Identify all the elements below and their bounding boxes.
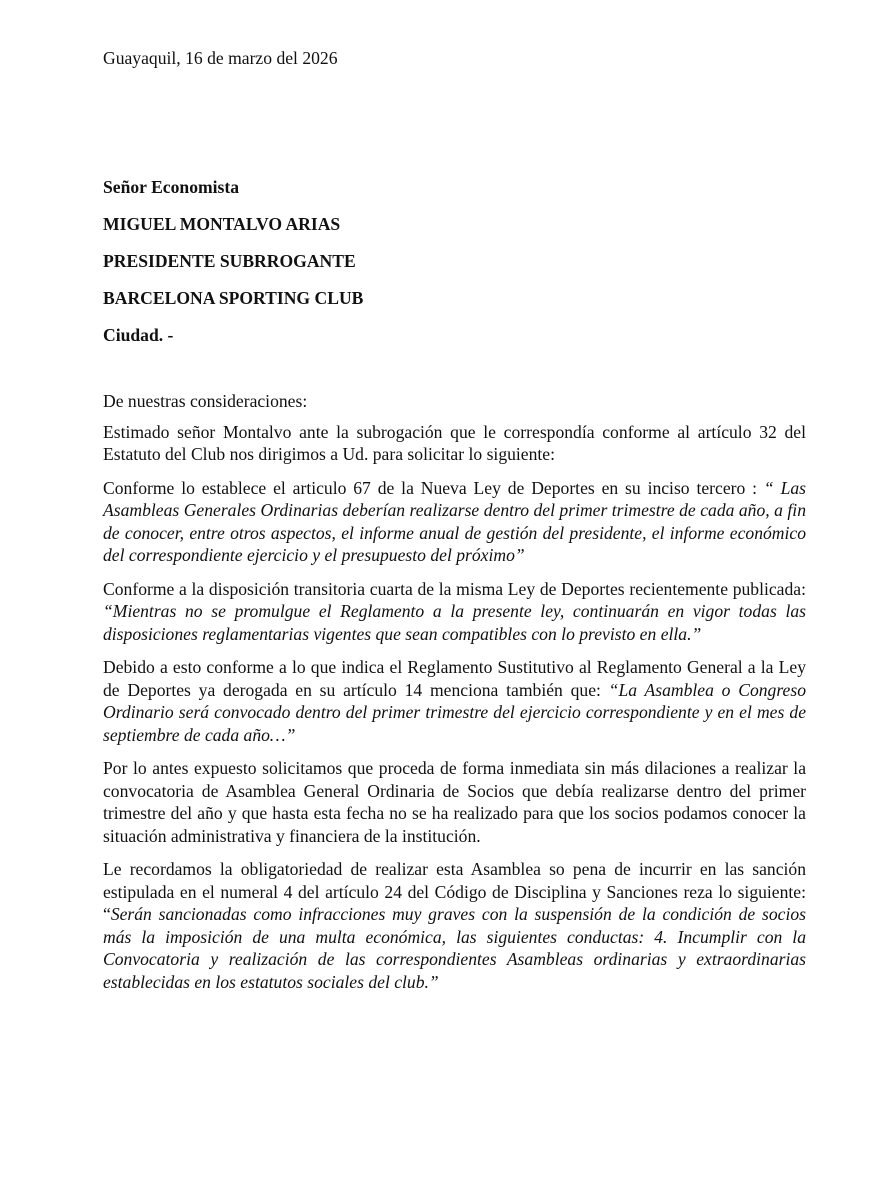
recipient-name: MIGUEL MONTALVO ARIAS: [103, 213, 341, 234]
salutation: De nuestras consideraciones:: [103, 391, 308, 411]
paragraph-4: [103, 656, 806, 746]
paragraph-4-text: Debido a esto conforme a lo que indica el Reglamento Sustitutivo al Reglamento General a la Ley de Deportes ya derogada en su artículo 14 menciona también que:: [103, 657, 806, 700]
paragraph-5: [103, 757, 806, 847]
paragraph-2-text: Conforme lo establece el articulo 67 de la Nueva Ley de Deportes en su inciso tercero :: [103, 477, 764, 498]
recipient-block: [103, 176, 806, 347]
paragraph-6-text: Le recordamos la obligatoriedad de realizar esta Asamblea so pena de incurrir en las sanción estipulada en el numeral 4 del artículo 24 del Código de Disciplina y Sanciones reza lo siguiente: “: [103, 859, 806, 924]
paragraph-6-quote: Serán sancionadas como infracciones muy graves con la suspensión de la condición de socios más la imposición de una multa económica, las siguientes conductas: 4. Incumplir con la Convocatoria y realización de las correspondientes Asambleas ordinarias y extraordinarias establecidas en los estatutos sociales del club.”: [103, 904, 806, 992]
recipient-city: Ciudad. -: [103, 324, 174, 345]
paragraph-1-text: Estimado señor Montalvo ante la subrogación que le correspondía conforme al artículo 32 del Estatuto del Club nos dirigimos a Ud. para solicitar lo siguiente:: [103, 421, 806, 464]
recipient-title: Señor Economista: [103, 176, 240, 197]
paragraph-6: [103, 858, 806, 993]
paragraph-5-text: Por lo antes expuesto solicitamos que proceda de forma inmediata sin más dilaciones a realizar la convocatoria de Asamblea General Ordinaria de Socios que debía realizarse dentro del primer trimestre del año y que hasta esta fecha no se ha realizado para que los socios podamos conocer la situación administrativa y financiera de la institución.: [103, 758, 806, 846]
recipient-organization: BARCELONA SPORTING CLUB: [103, 287, 364, 308]
paragraph-3: [103, 578, 806, 646]
recipient-position: PRESIDENTE SUBRROGANTE: [103, 250, 356, 271]
letter-body: [103, 47, 806, 993]
paragraph-3-quote: “Mientras no se promulgue el Reglamento a la presente ley, continuarán en vigor todas las disposiciones reglamentarias vigentes que sean compatibles con lo previsto en ella.”: [103, 601, 806, 644]
paragraph-2: [103, 477, 806, 567]
paragraph-2-quote: “ Las Asambleas Generales Ordinarias deberían realizarse dentro del primer trimestre de cada año, a fin de conocer, entre otros aspectos, el informe anual de gestión del presidente, el informe económico del correspondiente ejercicio y el presupuesto del próximo”: [103, 477, 807, 565]
paragraph-1: [103, 421, 806, 466]
paragraph-4-quote: “La Asamblea o Congreso Ordinario será convocado dentro del primer trimestre del ejercicio correspondiente y en el mes de septiembre de cada año…”: [103, 679, 807, 745]
place-date: Guayaquil, 16 de marzo del 2026: [103, 48, 338, 68]
paragraph-3-text: Conforme a la disposición transitoria cuarta de la misma Ley de Deportes recientemente publicada:: [103, 578, 806, 599]
